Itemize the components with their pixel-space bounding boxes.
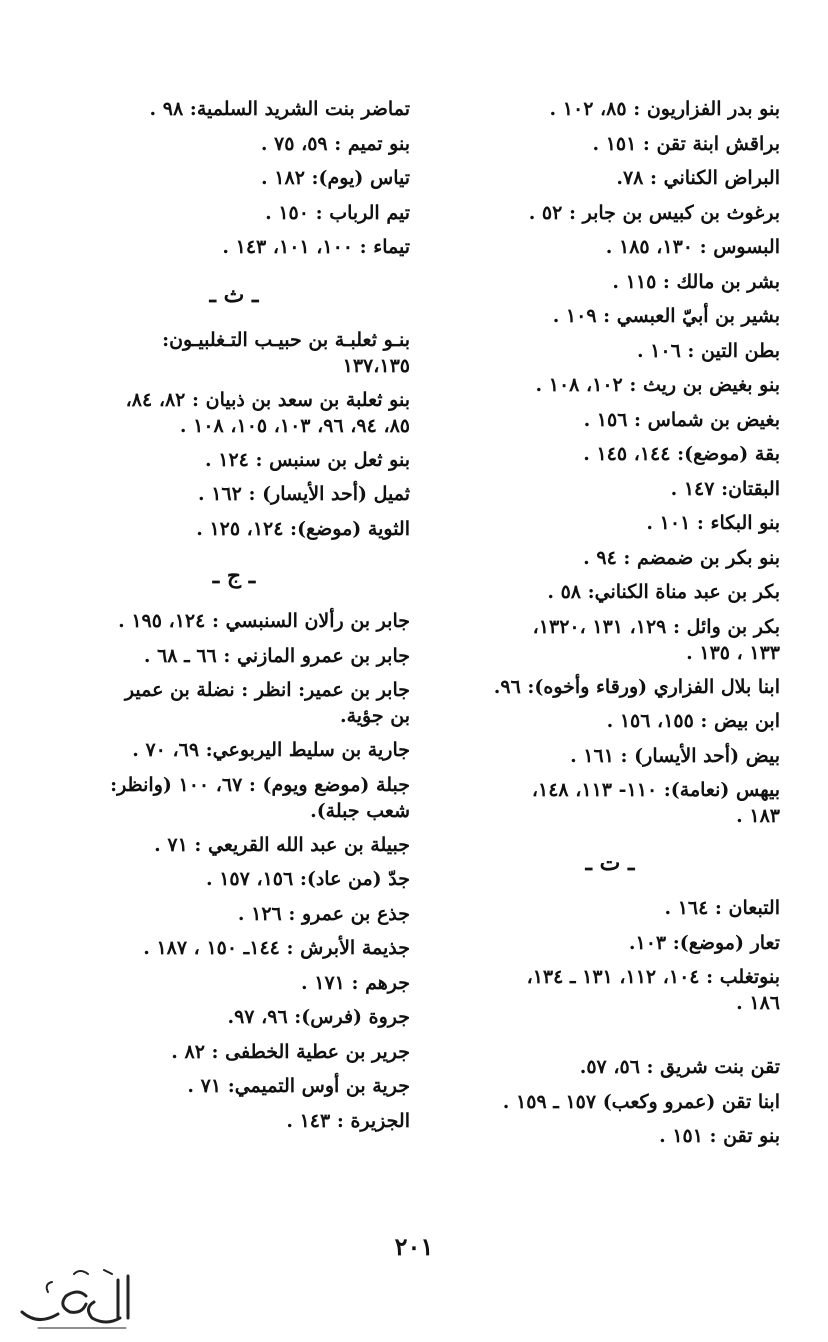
index-entry-text: تيماء : ١٠٠، ١٠١، ١٤٣ . <box>222 236 410 258</box>
index-entry-text: ابنا بلال الفزاري (ورقاء وأخوه): ٩٦. <box>493 675 780 698</box>
index-entry <box>58 161 410 196</box>
index-entry <box>58 230 410 265</box>
index-entry-text: بطن التين : ١٠٦ . <box>636 339 780 362</box>
index-entry <box>440 670 780 705</box>
index-entry <box>58 323 410 383</box>
index-entry <box>58 1069 410 1104</box>
index-entry-text: جبيلة بن عبد الله القريعي : ٧١ . <box>154 833 410 856</box>
index-entry <box>440 437 780 472</box>
index-entry <box>440 161 780 196</box>
index-entry <box>58 196 410 231</box>
index-entry-text: بنو تميم : ٥٩، ٧٥ . <box>260 132 410 155</box>
index-entry <box>440 773 780 833</box>
index-entry <box>58 897 410 932</box>
index-entry <box>440 926 780 961</box>
index-entry-text: جبلة (موضع ويوم) : ٦٧، ١٠٠ (وانظر: <box>110 773 410 796</box>
index-entry-text: بكر بن عبد مناة الكناني: ٥٨ . <box>547 581 780 603</box>
index-entry-text: ابنا تقن (عمرو وكعب) ١٥٧ ـ ١٥٩ . <box>502 1090 780 1113</box>
index-entry-text: البسوس : ١٣٠، ١٨٥ . <box>605 236 780 258</box>
index-entry-continuation: ١٨٣ . <box>736 805 780 827</box>
index-entry <box>440 960 780 1020</box>
index-entry <box>58 862 410 897</box>
index-entry <box>440 610 780 670</box>
index-entry <box>58 512 410 547</box>
index-entry-text: بشير بن أبيّ العبسي : ١٠٩ . <box>552 305 780 327</box>
index-entry-text: برغوث بن كبيس بن جابر : ٥٢ . <box>528 201 780 224</box>
index-entry <box>58 1000 410 1035</box>
index-entry-text: تيم الرباب : ١٥٠ . <box>265 201 410 224</box>
index-entry <box>58 639 410 674</box>
index-entry-text: الجزيرة : ١٤٣ . <box>286 1109 410 1132</box>
index-entry-text: تياس (يوم): ١٨٢ . <box>261 167 410 189</box>
index-entry <box>440 92 780 127</box>
index-entry-text: جارية بن سليط اليربوعي: ٦٩، ٧٠ . <box>132 739 410 761</box>
index-entry-text: تماضر بنت الشريد السلمية: ٩٨ . <box>149 98 410 120</box>
index-entry-text: بكر بن وائل : ١٢٩، ١٣١ ،١٣٢٠، <box>532 615 780 638</box>
index-entry-text: بنو ثعل بن سنبس : ١٢٤ . <box>205 448 410 471</box>
index-entry-text: بنـو ثعلبـة بن حبيـب التـغلبيـون: <box>162 328 410 351</box>
index-entry-text: بنو بغيض بن ريث : ١٠٢، ١٠٨ . <box>535 374 780 396</box>
index-entry-text: بيض (أحد الأيسار) : ١٦١ . <box>570 744 780 767</box>
index-entry <box>440 403 780 438</box>
index-entry-text: بغيض بن شماس : ١٥٦ . <box>583 408 780 431</box>
index-entry <box>58 768 410 828</box>
index-entry-text: بيهس (نعامة): ١١٠- ١١٣، ١٤٨، <box>531 779 780 801</box>
index-entry-text: جذيمة الأبرش : ١٤٤ـ ١٥٠ ، ١٨٧ . <box>143 937 410 959</box>
index-entry-continuation: ١٣٧،١٣٥ <box>342 354 410 377</box>
index-entry <box>58 931 410 966</box>
index-entry-continuation: شعب جبلة). <box>310 799 410 822</box>
index-entry-text: بنو بكر بن ضمضم : ٩٤ . <box>583 546 780 569</box>
index-entry-continuation: بن جؤية. <box>339 705 410 727</box>
index-entry-text: الثوية (موضع): ١٢٤، ١٢٥ . <box>196 517 410 540</box>
index-entry <box>58 92 410 127</box>
index-entry-text: جابر بن عمرو المازني : ٦٦ ـ ٦٨ . <box>143 644 410 667</box>
index-entry <box>58 604 410 639</box>
index-entry-continuation: ٨٥، ٩٤، ٩٦، ١٠٣، ١٠٥، ١٠٨ . <box>179 414 410 437</box>
index-entry-text: جرير بن عطية الخطفى : ٨٢ . <box>171 1040 410 1063</box>
index-entry-text: جروة (فرس): ٩٦، ٩٧. <box>227 1006 410 1028</box>
index-entry <box>440 506 780 541</box>
index-entry <box>58 1035 410 1070</box>
index-entry-text: جذع بن عمرو : ١٢٦ . <box>237 902 410 925</box>
index-entry-text: جابر بن عمير: انظر : نضلة بن عمير <box>124 679 410 701</box>
index-entry <box>58 673 410 733</box>
page-number: ٢٠١ <box>394 1232 434 1261</box>
index-entry <box>440 1050 780 1085</box>
index-entry-text: ثميل (أحد الأيسار) : ١٦٢ . <box>197 483 410 505</box>
index-entry-text: بنوتغلب : ١٠٤، ١١٢، ١٣١ ـ ١٣٤، <box>526 966 780 988</box>
index-entry <box>440 739 780 774</box>
index-entry-text: بقة (موضع): ١٤٤، ١٤٥ . <box>583 443 780 465</box>
index-entry-text: ابن بيض : ١٥٥، ١٥٦ . <box>606 710 780 732</box>
index-entry-text: بشر بن مالك : ١١٥ . <box>612 270 780 293</box>
index-entry <box>58 127 410 162</box>
index-entry <box>440 891 780 926</box>
index-entry <box>58 828 410 863</box>
index-entry-text: البراض الكناني : ٧٨. <box>616 167 780 189</box>
index-entry <box>440 368 780 403</box>
index-entry <box>440 299 780 334</box>
index-entry <box>440 334 780 369</box>
index-entry-text: تعار (موضع): ١٠٣. <box>628 931 780 954</box>
index-entry-text: البقتان: ١٤٧ . <box>670 477 780 500</box>
index-entry <box>58 733 410 768</box>
index-column-left <box>58 92 410 1138</box>
index-entry <box>440 230 780 265</box>
index-entry-text: بنو بدر الفزاريون : ٨٥، ١٠٢ . <box>549 98 780 120</box>
section-letter-heading: ـ ت ـ <box>585 850 635 876</box>
index-entry <box>58 383 410 443</box>
index-entry <box>440 1085 780 1120</box>
index-column-right <box>440 92 780 1154</box>
spacer <box>440 1020 780 1050</box>
index-entry-text: التبعان : ١٦٤ . <box>664 897 780 919</box>
calligraphy-logo-icon <box>8 1256 138 1336</box>
index-entry <box>440 704 780 739</box>
index-entry <box>440 196 780 231</box>
index-entry-text: جابر بن رألان السنبسي : ١٢٤، ١٩٥ . <box>118 610 410 632</box>
index-entry-continuation: ١٣٣ ، ١٣٥ . <box>686 641 780 664</box>
index-entry-continuation: ١٨٦ . <box>736 992 780 1014</box>
index-entry <box>58 966 410 1001</box>
index-entry-text: جرهم : ١٧١ . <box>301 971 410 994</box>
index-entry-text: بنو ثعلبة بن سعد بن ذبيان : ٨٢، ٨٤، <box>125 388 410 411</box>
section-letter-heading: ـ ج ـ <box>212 563 256 589</box>
index-entry <box>440 541 780 576</box>
index-entry <box>440 575 780 610</box>
index-entry <box>440 265 780 300</box>
index-entry <box>440 1119 780 1154</box>
index-entry <box>58 1104 410 1139</box>
index-entry-text: براقش ابنة تقن : ١٥١ . <box>592 132 780 155</box>
index-entry-text: بنو البكاء : ١٠١ . <box>646 512 780 534</box>
section-letter-heading: ـ ث ـ <box>209 281 259 308</box>
index-entry <box>440 472 780 507</box>
index-entry-text: تقن بنت شريق : ٥٦، ٥٧. <box>579 1056 780 1078</box>
index-entry <box>58 477 410 512</box>
index-entry <box>58 443 410 478</box>
index-entry-text: جدّ (من عاد): ١٥٦، ١٥٧ . <box>205 868 410 890</box>
index-entry-text: جرية بن أوس التميمي: ٧١ . <box>187 1075 410 1097</box>
index-entry-text: بنو تقن : ١٥١ . <box>659 1125 780 1147</box>
index-entry <box>440 127 780 162</box>
